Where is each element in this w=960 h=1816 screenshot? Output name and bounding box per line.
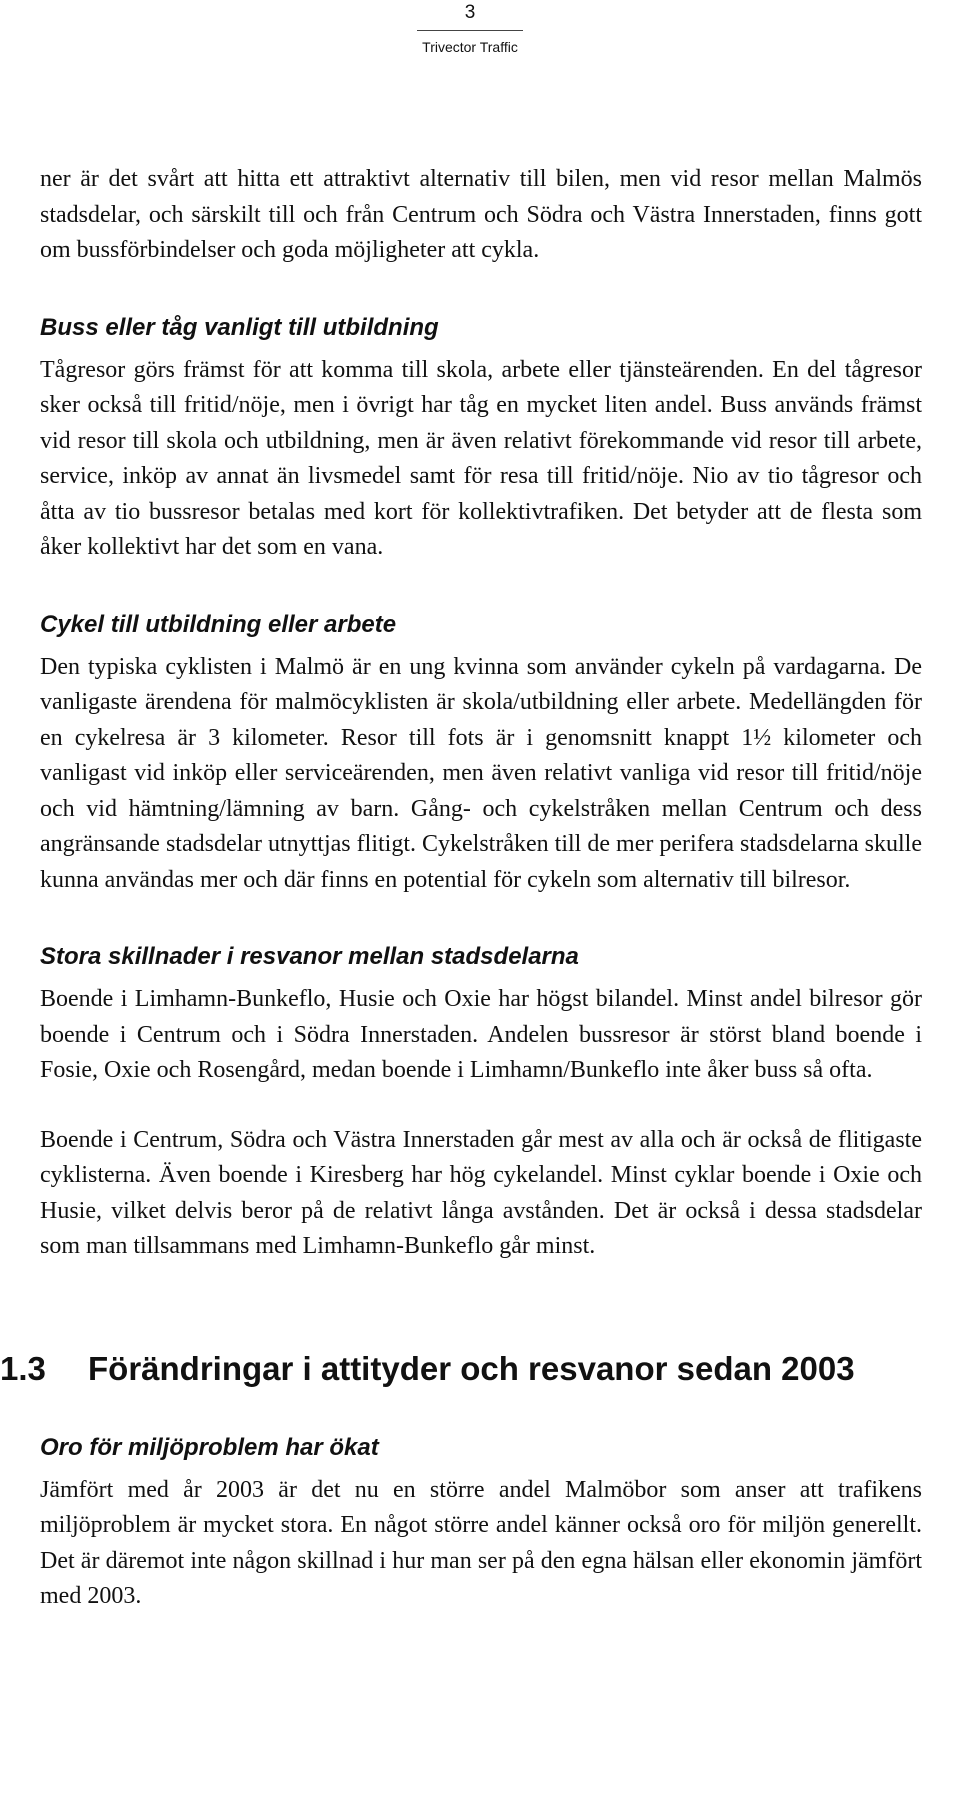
header-organization: Trivector Traffic <box>422 39 518 55</box>
intro-paragraph: ner är det svårt att hitta ett attraktivt alternativ till bilen, men vid resor mellan Malmös stadsdelar, och särskilt till och från Centrum och Södra och Västra Innerstaden, finns gott om bussförbindelser och goda möjligheter att cykla. <box>40 166 922 263</box>
section-title: Förändringar i attityder och resvanor sedan 2003 <box>88 1349 855 1387</box>
paragraph-buss-eller-tag: Tågresor görs främst för att komma till skola, arbete eller tjänsteärenden. En del tågresor sker också till fritid/nöje, men i övrigt har tåg en mycket liten andel. Buss används främst vid resor till skola och utbildning, men är även relativt förekommande vid resor till arbete, service, inköp av annat än livsmedel samt för resa till fritid/nöje. Nio av tio tågresor och åtta av tio bussresor betalas med kort för kollektivtrafiken. Det betyder att de flesta som åker kollektivt har det som en vana. <box>40 356 922 560</box>
section-heading <box>0 1349 922 1389</box>
subheading-buss-eller-tag: Buss eller tåg vanligt till utbildning <box>40 313 439 341</box>
subheading-stora-skillnader: Stora skillnader i resvanor mellan stadsdelarna <box>40 943 579 970</box>
header-divider <box>417 30 523 31</box>
subheading-oro-for-miljoproblem: Oro för miljöproblem har ökat <box>40 1433 379 1461</box>
paragraph-oro-for-miljoproblem: Jämfört med år 2003 är det nu en större andel Malmöbor som anser att trafikens miljöproblem är mycket stora. En något större andel känner också oro för miljön generellt. Det är däremot inte någon skillnad i hur man ser på den egna hälsan eller ekonomin jämfört med 2003. <box>40 1476 922 1609</box>
paragraph-stora-skillnader-1: Boende i Limhamn-Bunkeflo, Husie och Oxie har högst bilandel. Minst andel bilresor gör boende i Centrum och i Södra Innerstaden. Andelen bussresor är störst bland boende i Fosie, Oxie och Rosengård, medan boende i Limhamn/Bunkeflo inte åker buss så ofta. <box>40 986 922 1083</box>
section-number: 1.3 <box>0 1349 46 1387</box>
subheading-cykel: Cykel till utbildning eller arbete <box>40 610 397 638</box>
document-body <box>0 162 922 1615</box>
page-number: 3 <box>464 2 476 23</box>
paragraph-stora-skillnader-2: Boende i Centrum, Södra och Västra Innerstaden går mest av alla och är också de flitigaste cyklisterna. Även boende i Kiresberg har hög cykelandel. Minst cyklar boende i Oxie och Husie, vilket delvis beror på de relativt långa avstånden. Det är också i dessa stadsdelar som man tillsammans med Limhamn-Bunkeflo går minst. <box>40 1126 922 1259</box>
paragraph-cykel: Den typiska cyklisten i Malmö är en ung kvinna som använder cykeln på vardagarna. De vanligaste ärendena för malmöcyklisten är skola/utbildning eller arbete. Medellängden för en cykelresa är 3 kilometer. Resor till fots är i genomsnitt knappt 1½ kilometer och vanligast vid inköp eller serviceärenden, men även relativt vanliga vid resor till fritid/nöje och vid hämtning/lämning av barn. Gång- och cykelstråken mellan Centrum och dess angränsande stadsdelar utnyttjas flitigt. Cykelstråken till de mer perifera stadsdelarna skulle kunna användas mer och där finns en potential för cykeln som alternativ till bilresor. <box>40 653 922 893</box>
